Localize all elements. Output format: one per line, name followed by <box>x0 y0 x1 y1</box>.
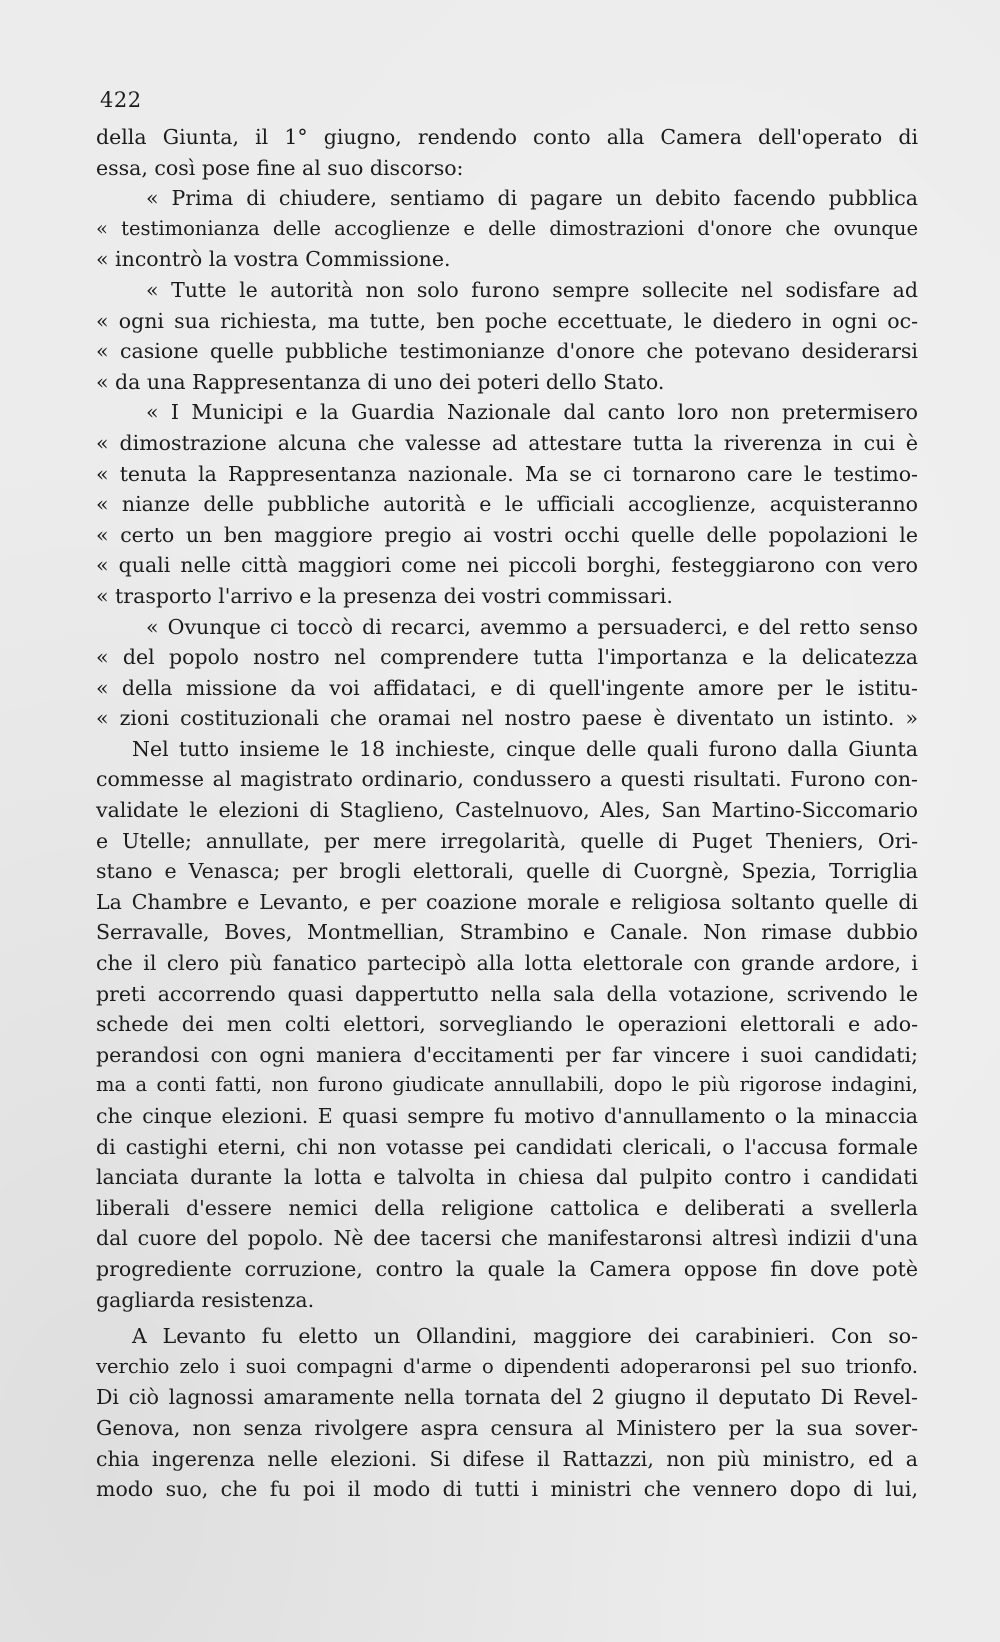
text-line: « da una Rappresentanza di uno dei poteri dello Stato. <box>96 369 665 394</box>
text-line: di castighi eterni, chi non votasse pei candidati clericali, o l'accusa formale <box>96 1134 918 1159</box>
text-line: « trasporto l'arrivo e la presenza dei vostri commissari. <box>96 583 673 608</box>
text-line: verchio zelo i suoi compagni d'arme o dipendenti adoperaronsi pel suo trionfo. <box>96 1354 918 1378</box>
text-line: della Giunta, il 1° giugno, rendendo conto alla Camera dell'operato di <box>96 125 918 149</box>
text-line: « ogni sua richiesta, ma tutte, ben poche eccettuate, le diedero in ogni oc- <box>96 308 918 333</box>
text-line: Di ciò lagnossi amaramente nella tornata del 2 giugno il deputato Di Revel- <box>96 1385 918 1410</box>
text-line: schede dei men colti elettori, sorvegliando le operazioni elettorali e ado- <box>96 1012 918 1037</box>
text-line: essa, così pose fine al suo discorso: <box>96 155 464 180</box>
text-line: « Ovunque ci toccò di recarci, avemmo a persuaderci, e del retto senso <box>146 614 918 639</box>
text-line: commesse al magistrato ordinario, condussero a questi risultati. Furono con- <box>96 767 918 792</box>
text-line: dal cuore del popolo. Nè dee tacersi che manifestaronsi altresì indizii d'una <box>96 1226 918 1251</box>
text-line: « tenuta la Rappresentanza nazionale. Ma se ci tornarono care le testimo- <box>96 461 918 486</box>
text-line: e Utelle; annullate, per mere irregolarità, quelle di Puget Theniers, Ori- <box>96 828 918 853</box>
text-line: « dimostrazione alcuna che valesse ad attestare tutta la riverenza in cui è <box>96 430 918 455</box>
text-line: « della missione da voi affidataci, e di quell'ingente amore per le istitu- <box>96 675 918 700</box>
text-line: che il clero più fanatico partecipò alla lotta elettorale con grande ardore, i <box>96 951 918 976</box>
text-line: preti accorrendo quasi dappertutto nella sala della votazione, scrivendo le <box>96 981 918 1006</box>
text-line: progrediente corruzione, contro la quale la Camera oppose fin dove potè <box>96 1256 918 1281</box>
text-line: « quali nelle città maggiori come nei piccoli borghi, festeggiarono con vero <box>96 553 918 578</box>
text-line: Genova, non senza rivolgere aspra censura al Ministero per la sua sover- <box>96 1415 918 1440</box>
text-line: perandosi con ogni maniera d'eccitamenti per far vincere i suoi candidati; <box>96 1042 918 1067</box>
page-number: 422 <box>100 88 142 112</box>
text-line: « casione quelle pubbliche testimonianze d'onore che potevano desiderarsi <box>96 339 918 364</box>
text-line: Nel tutto insieme le 18 inchieste, cinque delle quali furono dalla Giunta <box>132 736 918 761</box>
text-line: « nianze delle pubbliche autorità e le ufficiali accoglienze, acquisteranno <box>96 492 918 517</box>
text-line: « Tutte le autorità non solo furono sempre sollecite nel sodisfare ad <box>146 277 918 302</box>
text-line: gagliarda resistenza. <box>96 1287 315 1312</box>
text-line: Serravalle, Boves, Montmellian, Strambino e Canale. Non rimase dubbio <box>96 920 918 945</box>
text-line: ma a conti fatti, non furono giudicate annullabili, dopo le più rigorose indagini, <box>96 1073 918 1097</box>
text-line: lanciata durante la lotta e talvolta in chiesa dal pulpito contro i candidati <box>96 1165 918 1190</box>
text-line: liberali d'essere nemici della religione cattolica e deliberati a svellerla <box>96 1195 918 1220</box>
text-line: « incontrò la vostra Commissione. <box>96 247 451 272</box>
text-line: « I Municipi e la Guardia Nazionale dal canto loro non pretermisero <box>146 400 918 425</box>
text-line: « certo un ben maggiore pregio ai vostri occhi quelle delle popolazioni le <box>96 522 918 547</box>
text-line: La Chambre e Levanto, e per coazione morale e religiosa soltanto quelle di <box>96 889 918 914</box>
text-line: A Levanto fu eletto un Ollandini, maggiore dei carabinieri. Con so- <box>132 1324 918 1349</box>
text-line: « zioni costituzionali che oramai nel nostro paese è diventato un istinto. » <box>96 706 918 731</box>
text-line: stano e Venasca; per brogli elettorali, quelle di Cuorgnè, Spezia, Torriglia <box>96 859 918 884</box>
text-line: « testimonianza delle accoglienze e delle dimostrazioni d'onore che ovunque <box>96 216 918 240</box>
text-line: che cinque elezioni. E quasi sempre fu motivo d'annullamento o la minaccia <box>96 1104 918 1128</box>
text-line: « del popolo nostro nel comprendere tutta l'importanza e la delicatezza <box>96 645 918 670</box>
text-line: validate le elezioni di Staglieno, Castelnuovo, Ales, San Martino-Siccomario <box>96 798 918 823</box>
text-line: « Prima di chiudere, sentiamo di pagare un debito facendo pubblica <box>146 186 918 211</box>
text-line: modo suo, che fu poi il modo di tutti i ministri che vennero dopo di lui, <box>96 1477 918 1502</box>
text-line: chia ingerenza nelle elezioni. Si difese il Rattazzi, non più ministro, ed a <box>96 1446 918 1471</box>
body-text <box>96 122 918 1505</box>
